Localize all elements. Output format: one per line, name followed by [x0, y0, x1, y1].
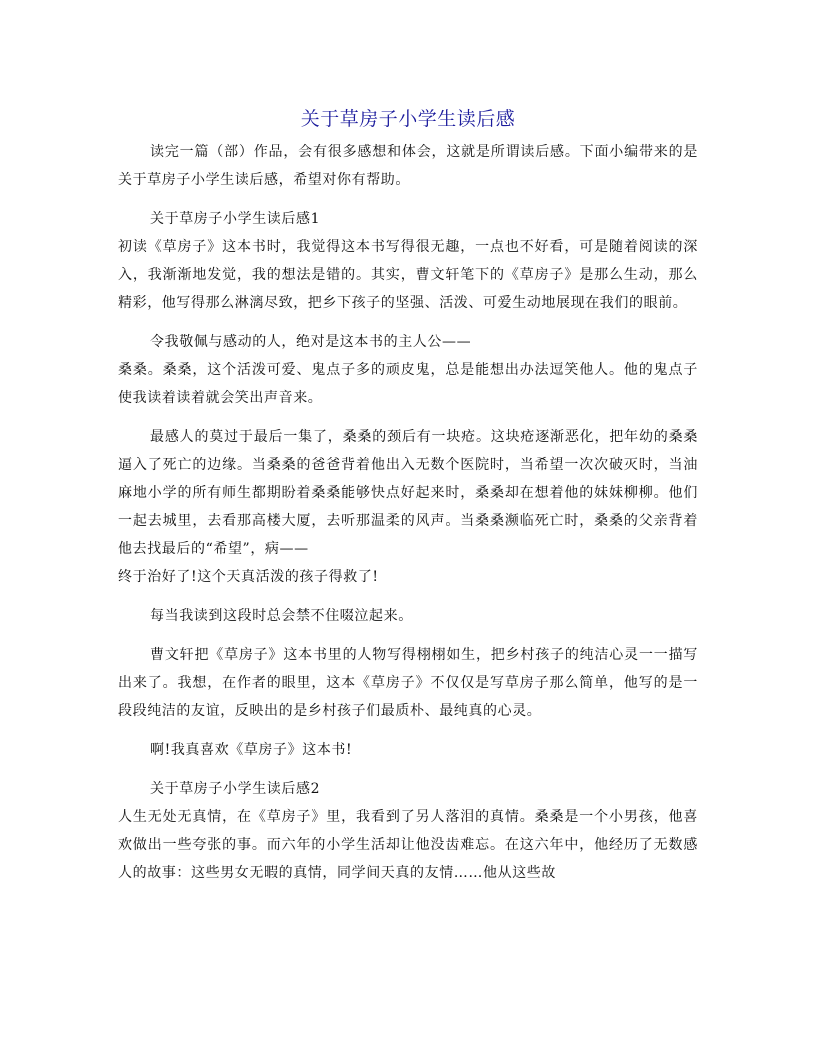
section1-paragraph-2a: 令我敬佩与感动的人，绝对是这本书的主人公——: [150, 334, 472, 350]
section2-heading: 关于草房子小学生读后感2: [150, 781, 321, 797]
section1-paragraph-3a: 最感人的莫过于最后一集了，桑桑的颈后有一块疮。这块疮逐渐恶化，把年幼的桑桑逼入了死亡的边缘。当桑桑的爸爸背着他出入无数个医院时，当希望一次次破灭时，当油麻地小学的所有师生都期盼着桑桑能够快点好起来时，桑桑却在想着他的妹妹柳柳。他们一起去城里，去看那高楼大厦，去听那温柔的风声。当桑桑濒临死亡时，桑桑的父亲背着他去找最后的“希望”，病——: [118, 429, 698, 557]
section1-paragraph-1: 初读《草房子》这本书时，我觉得这本书写得很无趣，一点也不好看，可是随着阅读的深入，我渐渐地发觉，我的想法是错的。其实，曹文轩笔下的《草房子》是那么生动，那么精彩，他写得那么淋漓尽致，把乡下孩子的坚强、活泼、可爱生动地展现在我们的眼前。: [118, 239, 698, 311]
intro-paragraph: 读完一篇（部）作品，会有很多感想和体会，这就是所谓读后感。下面小编带来的是关于草房子小学生读后感，希望对你有帮助。: [118, 144, 698, 188]
document-title: 关于草房子小学生读后感: [300, 108, 516, 130]
section1-paragraph-4: 每当我读到这段时总会禁不住啜泣起来。: [150, 608, 413, 624]
section2-paragraph-1: 人生无处无真情，在《草房子》里，我看到了另人落泪的真情。桑桑是一个小男孩，他喜欢做出一些夸张的事。而六年的小学生活却让他没齿难忘。在这六年中，他经历了无数感人的故事：这些男女无暇的真情，同学间天真的友情……他从这些故: [118, 809, 698, 881]
section1-paragraph-3b: 终于治好了!这个天真活泼的孩子得救了!: [118, 569, 379, 585]
section1-paragraph-5: 曹文轩把《草房子》这本书里的人物写得栩栩如生，把乡村孩子的纯洁心灵一一描写出来了。我想，在作者的眼里，这本《草房子》不仅仅是写草房子那么简单，他写的是一段段纯洁的友谊，反映出的是乡村孩子们最质朴、最纯真的心灵。: [118, 647, 698, 719]
section1-paragraph-6: 啊!我真喜欢《草房子》这本书!: [150, 742, 353, 758]
document-body: [118, 138, 698, 898]
section1-paragraph-2b: 桑桑。桑桑，这个活泼可爱、鬼点子多的顽皮鬼，总是能想出办法逗笑他人。他的鬼点子使我读着读着就会笑出声音来。: [118, 362, 698, 406]
section1-heading: 关于草房子小学生读后感1: [150, 211, 321, 227]
